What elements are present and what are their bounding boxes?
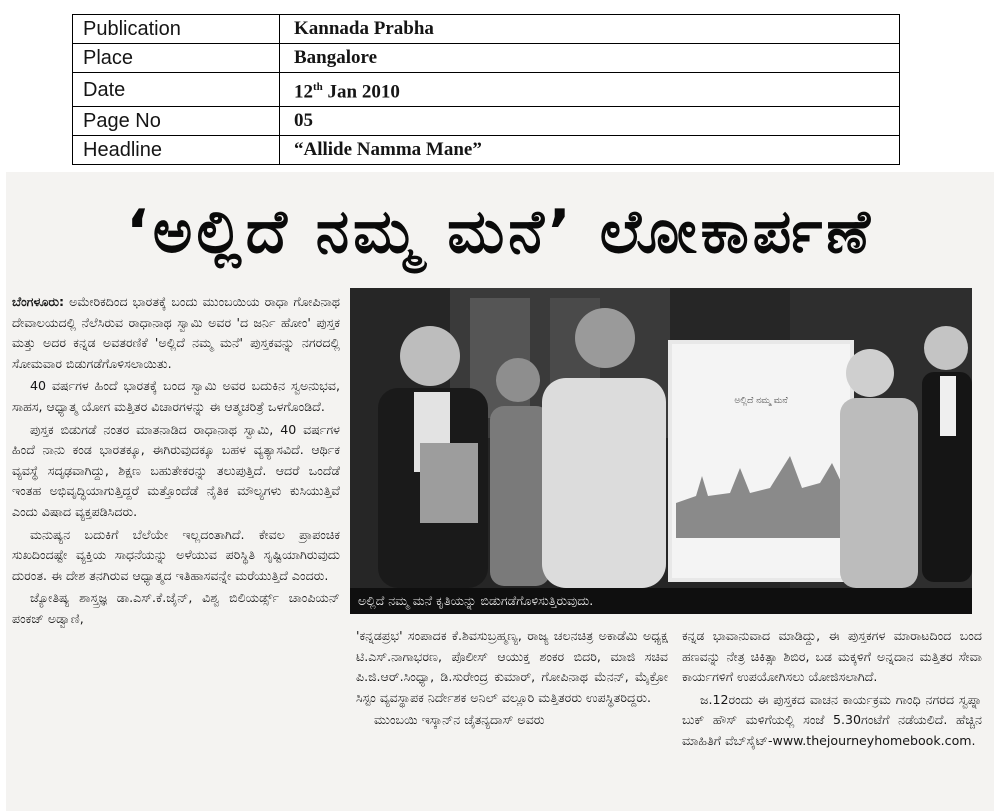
publication-meta-table: [72, 14, 900, 165]
date-month-year: Jan 2010: [322, 81, 400, 103]
meta-value-headline: “Allide Namma Mane”: [280, 136, 900, 165]
meta-row-page-no: [73, 107, 900, 136]
article-paragraph-3: ಪುಸ್ತಕ ಬಿಡುಗಡೆ ನಂತರ ಮಾತನಾಡಿದ ರಾಧಾನಾಥ ಸ್ವಾಮಿ, 40 ವರ್ಷಗಳ ಹಿಂದೆ ನಾನು ಕಂಡ ಭಾರತಕ್ಕೂ, ಈಗಿರುವುದಕ್ಕೂ ಬಹಳ ವ್ಯತ್ಯಾಸವಿದೆ. ಆರ್ಥಿಕ ವ್ಯವಸ್ಥೆ ಸದೃಢವಾಗಿದ್ದು, ಶಿಕ್ಷಣ ಬಹುತೇಕರನ್ನು ತಲುಪುತ್ತಿದೆ. ಆದರೆ ಒಂದೆಡೆ ಇಂತಹ ಅಭಿವೃದ್ಧಿಯಾಗುತ್ತಿದ್ದರೆ ಮತ್ತೊಂದೆಡೆ ನೈತಿಕ ಮೌಲ್ಯಗಳು ಕುಸಿಯುತ್ತಿವೆ ಎಂದು ವಿಷಾದ ವ್ಯಕ್ತಪಡಿಸಿದರು.: [12, 421, 340, 519]
article-photo: [350, 288, 972, 614]
article-column-2: [356, 626, 668, 806]
photo-illustration: [350, 288, 972, 614]
meta-key-date: Date: [73, 73, 280, 107]
paragraph-1-text: ಅಮೇರಿಕದಿಂದ ಭಾರತಕ್ಕೆ ಬಂದು ಮುಂಬಯಿಯ ರಾಧಾ ಗೋಪಿನಾಥ ದೇವಾಲಯದಲ್ಲಿ ನೆಲೆಸಿರುವ ರಾಧಾನಾಥ ಸ್ವಾಮಿ ಅವರ 'ದ ಜರ್ನಿ ಹೋಂ' ಪುಸ್ತಕ ಮತ್ತು ಅದರ ಕನ್ನಡ ಅವತರಣಿಕೆ 'ಅಲ್ಲಿದೆ ನಮ್ಮ ಮನೆ' ಪುಸ್ತಕವನ್ನು ನಗರದಲ್ಲಿ ಸೋಮವಾರ ಬಿಡುಗಡೆಗೊಳಿಸಲಾಯಿತು.: [12, 294, 340, 371]
meta-row-date: [73, 73, 900, 107]
newspaper-clipping: [6, 172, 994, 811]
article-paragraph-8: ಕನ್ನಡ ಭಾವಾನುವಾದ ಮಾಡಿದ್ದು, ಈ ಪುಸ್ತಕಗಳ ಮಾರಾಟದಿಂದ ಬಂದ ಹಣವನ್ನು ನೇತ್ರ ಚಿಕಿತ್ಸಾ ಶಿಬಿರ, ಬಡ ಮಕ್ಕಳಿಗೆ ಅನ್ನದಾನ ಮತ್ತಿತರ ಸೇವಾ ಕಾರ್ಯಗಳಿಗೆ ಉಪಯೋಗಿಸಲು ಯೋಜಿಸಲಾಗಿದೆ.: [682, 628, 982, 685]
date-day: 12: [294, 81, 313, 103]
meta-value-publication: Kannada Prabha: [280, 15, 900, 44]
date-ordinal: th: [313, 81, 323, 93]
article-headline: ‘ಅಲ್ಲಿದೆ ನಮ್ಮ ಮನೆ’ ಲೋಕಾರ್ಪಣೆ: [126, 197, 874, 267]
article-column-1: [12, 292, 340, 811]
article-paragraph-7: ಮುಂಬಯಿ ಇಸ್ಕಾನ್‌ನ ಚೈತನ್ಯದಾಸ್ ಅವರು: [374, 712, 545, 728]
article-paragraph-6: 'ಕನ್ನಡಪ್ರಭ' ಸಂಪಾದಕ ಕೆ.ಶಿವಸುಬ್ರಹ್ಮಣ್ಯ, ರಾಜ್ಯ ಚಲನಚಿತ್ರ ಅಕಾಡೆಮಿ ಅಧ್ಯಕ್ಷ ಟಿ.ಎಸ್.ನಾಗಾಭರಣ, ಪೊಲೀಸ್ ಆಯುಕ್ತ ಶಂಕರ ಬಿದರಿ, ಮಾಜಿ ಸಚಿವ ಪಿ.ಜಿ.ಆರ್.ಸಿಂಧ್ಯಾ, ಡಿ.ಸುರೇಂದ್ರ ಕುಮಾರ್, ಗೋಪಿನಾಥ ಮೆನನ್, ಮೈಕ್ರೋ ಸಿಸ್ಟಂ ವ್ಯವಸ್ಥಾಪಕ ನಿರ್ದೇಶಕ ಅನಿಲ್ ವಲ್ಲೂರಿ ಮತ್ತಿತರರು ಉಪಸ್ಥಿತರಿದ್ದರು.: [356, 628, 668, 705]
dateline: ಬೆಂಗಳೂರು:: [12, 294, 65, 309]
meta-key-publication: Publication: [73, 15, 280, 44]
meta-row-place: [73, 44, 900, 73]
article-paragraph-4: ಮನುಷ್ಯನ ಬದುಕಿಗೆ ಬೆಲೆಯೇ ಇಲ್ಲದಂತಾಗಿದೆ. ಕೇವಲ ಪ್ರಾಪಂಚಿಕ ಸುಖದಿಂದಷ್ಟೇ ವ್ಯಕ್ತಿಯ ಸಾಧನೆಯನ್ನು ಅಳೆಯುವ ಪರಿಸ್ಥಿತಿ ಸೃಷ್ಟಿಯಾಗಿರುವುದು ದುರಂತ. ಈ ದೇಶ ತನಗಿರುವ ಆಧ್ಯಾತ್ಮದ ಇತಿಹಾಸವನ್ನೇ ಮರೆಯುತ್ತಿದೆ ಎಂದರು.: [12, 526, 340, 583]
article-paragraph-9: ಜ.12ರಂದು ಈ ಪುಸ್ತಕದ ವಾಚನ ಕಾರ್ಯಕ್ರಮ ಗಾಂಧಿ ನಗರದ ಸ್ವಪ್ನಾ ಬುಕ್ ಹೌಸ್ ಮಳಿಗೆಯಲ್ಲಿ ಸಂಜೆ 5.30ಗಂಟೆಗೆ ನಡೆಯಲಿದೆ. ಹೆಚ್ಚಿನ ಮಾಹಿತಿಗೆ ವೆಬ್‌ಸೈಟ್-www.thejourneyhomebook.com.: [682, 691, 982, 748]
article-column-3: [682, 626, 982, 806]
meta-value-place: Bangalore: [280, 44, 900, 73]
meta-row-publication: [73, 15, 900, 44]
article-paragraph-1: [12, 292, 340, 374]
meta-row-headline: [73, 136, 900, 165]
meta-key-page-no: Page No: [73, 107, 280, 136]
meta-key-place: Place: [73, 44, 280, 73]
photo-caption: ಅಲ್ಲಿದೆ ನಮ್ಮ ಮನೆ ಕೃತಿಯನ್ನು ಬಿಡುಗಡೆಗೊಳಿಸುತ್ತಿರುವುದು.: [350, 588, 972, 614]
book-cover-title: ಅಲ್ಲಿದೆ ನಮ್ಮ ಮನೆ: [734, 396, 788, 406]
meta-key-headline: Headline: [73, 136, 280, 165]
meta-value-date: [280, 73, 900, 107]
meta-value-page-no: 05: [280, 107, 900, 136]
article-paragraph-5: ಜ್ಯೋತಿಷ್ಯ ಶಾಸ್ತ್ರಜ್ಞ ಡಾ.ಎಸ್.ಕೆ.ಜೈನ್, ವಿಶ್ವ ಬಿಲಿಯರ್ಡ್ಸ್ ಚಾಂಪಿಯನ್ ಪಂಕಜ್ ಅಡ್ವಾಣಿ,: [12, 590, 340, 626]
article-paragraph-2: 40 ವರ್ಷಗಳ ಹಿಂದೆ ಭಾರತಕ್ಕೆ ಬಂದ ಸ್ವಾಮಿ ಅವರ ಬದುಕಿನ ಸ್ವಅನುಭವ, ಸಾಹಸ, ಆಧ್ಯಾತ್ಮ ಯೋಗ ಮತ್ತಿತರ ವಿಚಾರಗಳನ್ನು ಈ ಆತ್ಮಚರಿತ್ರೆ ಒಳಗೊಂಡಿದೆ.: [12, 378, 340, 414]
